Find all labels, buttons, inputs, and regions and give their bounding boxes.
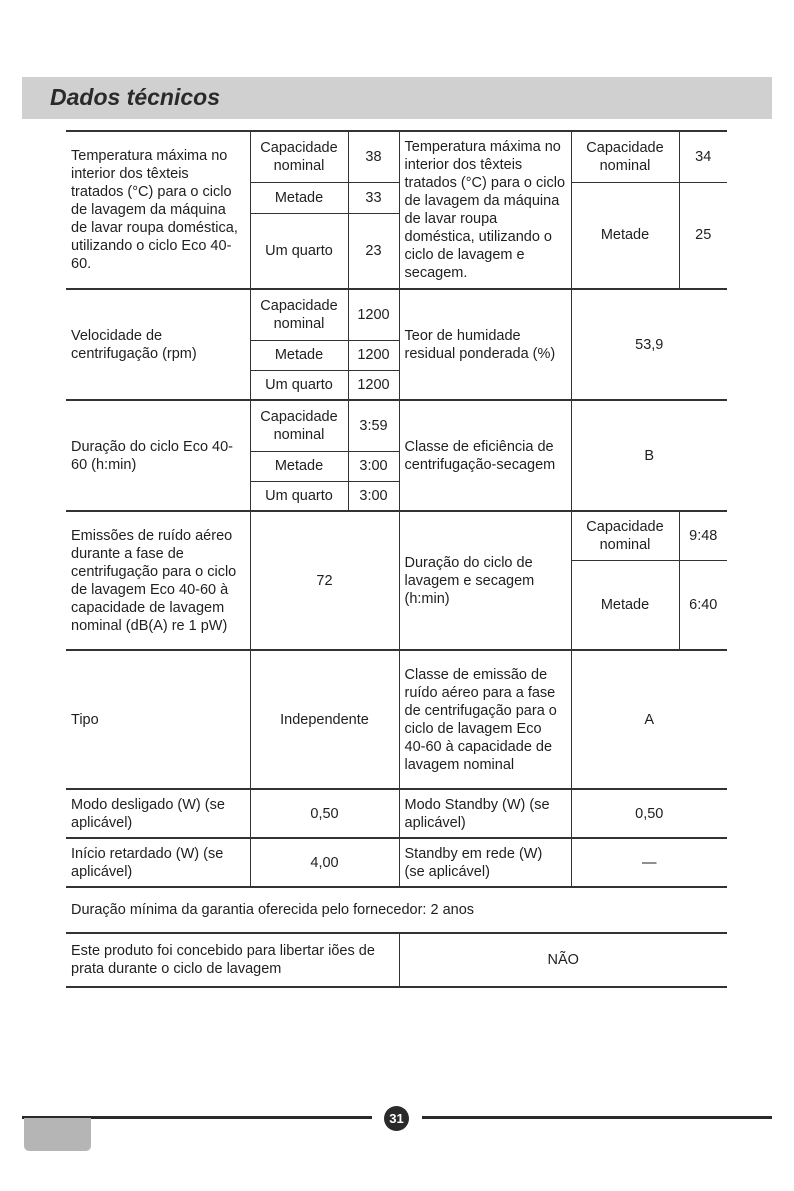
standby-mode-label: Modo Standby (W) (se aplicável) — [399, 789, 571, 838]
capacity-nominal-label: Capacidade nominal — [250, 289, 348, 340]
spin-drying-class-label: Classe de eficiência de centrifugação-secagem — [399, 400, 571, 511]
table-row — [66, 289, 727, 340]
section-header — [22, 77, 772, 119]
table-row — [66, 131, 727, 182]
table-row — [66, 838, 727, 887]
off-mode-value: 0,50 — [250, 789, 399, 838]
off-mode-label: Modo desligado (W) (se aplicável) — [66, 789, 250, 838]
noise-class-value: A — [571, 650, 727, 789]
noise-class-label: Classe de emissão de ruído aéreo para a fase de centrifugação para o ciclo de lavagem Eco 40-60 à capacidade de lavagem nominal — [399, 650, 571, 789]
table-row — [66, 511, 727, 560]
half-label: Metade — [250, 451, 348, 481]
washdry-duration-nominal-value: 9:48 — [679, 511, 727, 560]
residual-moisture-label: Teor de humidade residual ponderada (%) — [399, 289, 571, 400]
max-temp-eco-quarter-value: 23 — [348, 213, 399, 289]
silver-ions-value: NÃO — [399, 933, 727, 987]
half-label: Metade — [250, 182, 348, 213]
washdry-duration-half-value: 6:40 — [679, 560, 727, 650]
noise-emission-label: Emissões de ruído aéreo durante a fase de centrifugação para o ciclo de lavagem Eco 40-60 à capacidade de lavagem nominal (dB(A) re 1 pW) — [66, 511, 250, 650]
silver-ions-label: Este produto foi concebido para libertar iões de prata durante o ciclo de lavagem — [66, 933, 399, 987]
spin-speed-label: Velocidade de centrifugação (rpm) — [66, 289, 250, 400]
half-label: Metade — [571, 182, 679, 289]
spin-speed-quarter-value: 1200 — [348, 370, 399, 400]
max-temp-eco-half-value: 33 — [348, 182, 399, 213]
type-label: Tipo — [66, 650, 250, 789]
page-title: Dados técnicos — [50, 84, 220, 110]
footer-tab — [24, 1118, 91, 1151]
eco-duration-half-value: 3:00 — [348, 451, 399, 481]
max-temp-washdry-half-value: 25 — [679, 182, 727, 289]
standby-mode-value: 0,50 — [571, 789, 727, 838]
quarter-label: Um quarto — [250, 213, 348, 289]
max-temp-washdry-nominal-value: 34 — [679, 131, 727, 182]
table-row — [66, 789, 727, 838]
capacity-nominal-label: Capacidade nominal — [250, 400, 348, 451]
table-row — [66, 400, 727, 451]
quarter-label: Um quarto — [250, 370, 348, 400]
table-row — [66, 933, 727, 987]
quarter-label: Um quarto — [250, 481, 348, 511]
networked-standby-label: Standby em rede (W) (se aplicável) — [399, 838, 571, 887]
half-label: Metade — [571, 560, 679, 650]
warranty-text: Duração mínima da garantia oferecida pelo fornecedor: 2 anos — [66, 887, 727, 933]
spin-speed-nominal-value: 1200 — [348, 289, 399, 340]
spin-speed-half-value: 1200 — [348, 340, 399, 370]
delay-start-label: Início retardado (W) (se aplicável) — [66, 838, 250, 887]
eco-duration-quarter-value: 3:00 — [348, 481, 399, 511]
eco-duration-nominal-value: 3:59 — [348, 400, 399, 451]
table-row — [66, 887, 727, 933]
capacity-nominal-label: Capacidade nominal — [250, 131, 348, 182]
footer-divider-right — [422, 1116, 772, 1119]
capacity-nominal-label: Capacidade nominal — [571, 511, 679, 560]
washdry-duration-label: Duração do ciclo de lavagem e secagem (h:min) — [399, 511, 571, 650]
max-temp-eco-nominal-value: 38 — [348, 131, 399, 182]
capacity-nominal-label: Capacidade nominal — [571, 131, 679, 182]
delay-start-value: 4,00 — [250, 838, 399, 887]
networked-standby-value: — — [571, 838, 727, 887]
type-value: Independente — [250, 650, 399, 789]
half-label: Metade — [250, 340, 348, 370]
technical-data-table — [66, 130, 727, 988]
eco-duration-label: Duração do ciclo Eco 40-60 (h:min) — [66, 400, 250, 511]
page-number: 31 — [384, 1106, 409, 1131]
max-temp-eco-label: Temperatura máxima no interior dos têxteis tratados (°C) para o ciclo de lavagem da máquina de lavar roupa doméstica, utilizando o ciclo Eco 40-60. — [66, 131, 250, 289]
spin-drying-class-value: B — [571, 400, 727, 511]
residual-moisture-value: 53,9 — [571, 289, 727, 400]
max-temp-washdry-label: Temperatura máxima no interior dos têxteis tratados (°C) para o ciclo de lavagem da máquina de lavar roupa doméstica, utilizando o ciclo de lavagem e secagem. — [399, 131, 571, 289]
noise-emission-value: 72 — [250, 511, 399, 650]
table-row — [66, 650, 727, 789]
